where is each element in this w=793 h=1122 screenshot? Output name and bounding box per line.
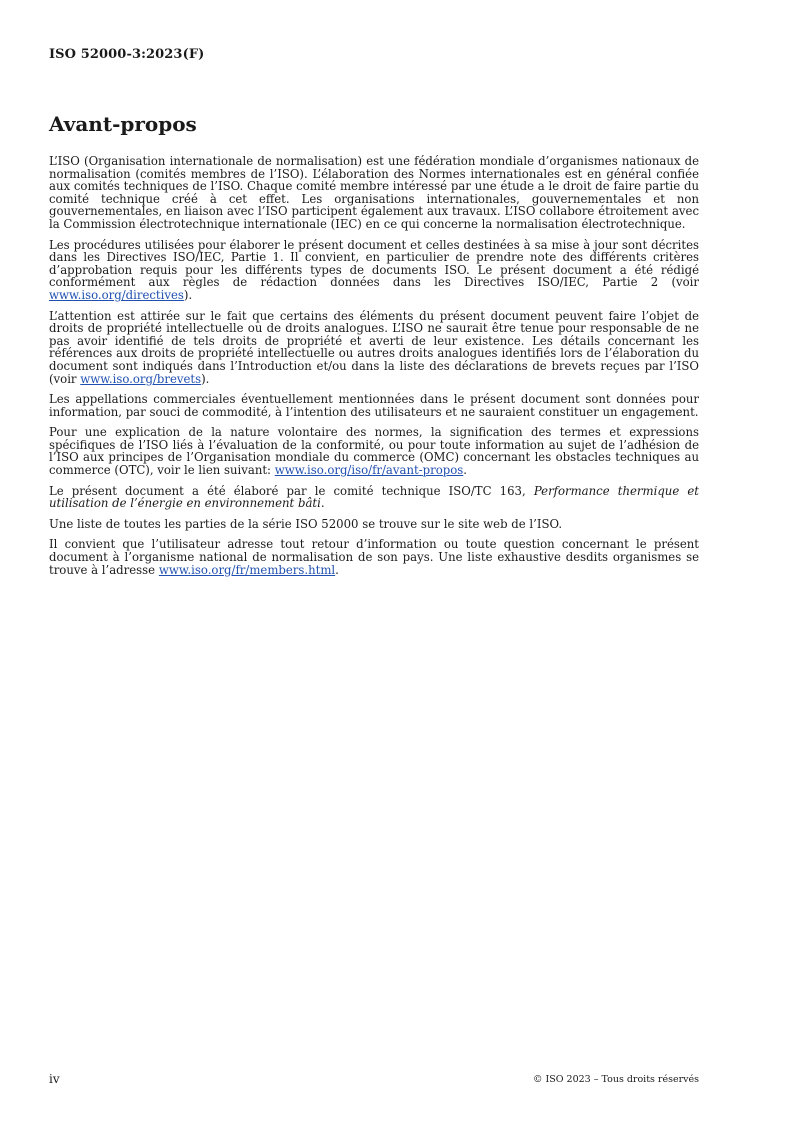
committee-title: Performance thermique et utilisation de l’énergie en environnement bâti — [49, 483, 699, 511]
paragraph-trade-names: Les appellations commerciales éventuellement mentionnées dans le présent document sont données pour information, par souci de commodité, à l’intention des utilisateurs et ne sauraient constituer un engagement. — [49, 392, 699, 419]
paragraph-text: ). — [201, 371, 210, 386]
paragraph-series-list: Une liste de toutes les parties de la série ISO 52000 se trouve sur le site web de l’ISO. — [49, 516, 563, 531]
paragraph-committee — [49, 485, 699, 510]
foreword-body — [49, 155, 699, 584]
copyright-notice: © ISO 2023 – Tous droits réservés — [532, 1074, 699, 1085]
paragraph-text: Les procédures utilisées pour élaborer le présent document et celles destinées à sa mise à jour sont décrites dans les Directives ISO/IEC, Partie 1. Il convient, en particulier de prendre note des différents critères d’approbation requis pour les différents types de documents ISO. Le présent document a été rédigé conformément aux règles de rédaction données dans les Directives ISO/IEC, Partie 2 (voir — [49, 237, 699, 290]
page-number: iv — [49, 1072, 60, 1086]
paragraph-text: Le présent document a été élaboré par le comité technique ISO/TC 163, — [49, 483, 534, 498]
link-brevets[interactable]: www.iso.org/brevets — [80, 371, 202, 386]
page-title: Avant-propos — [49, 112, 197, 136]
paragraph-text: . — [335, 562, 339, 577]
paragraph-patents — [49, 310, 699, 386]
paragraph-feedback — [49, 538, 699, 576]
paragraph-text: Il convient que l’utilisateur adresse tout retour d’information ou toute question concernant le présent document à l’organisme national de normalisation de son pays. Une liste exhaustive desdits organismes se trouve à l’adresse — [49, 537, 699, 577]
paragraph-text: L’attention est attirée sur le fait que certains des éléments du présent document peuvent faire l’objet de droits de propriété intellectuelle ou de droits analogues. L’ISO ne saurait être tenue pour responsable de ne pas avoir identifié de tels droits de propriété et averti de leur existence. Les détails concernant les références aux droits de propriété intellectuelle ou autres droits analogues identifiés lors de l’élaboration du document sont indiqués dans l’Introduction et/ou dans la liste des déclarations de brevets reçues par l’ISO (voir — [49, 308, 699, 386]
paragraph-iso-intro: L’ISO (Organisation internationale de normalisation) est une fédération mondiale d’organismes nationaux de normalisation (comités membres de l’ISO). L’élaboration des Normes internationales est en général confiée aux comités techniques de l’ISO. Chaque comité membre intéressé par une étude a le droit de faire partie du comité technique créé à cet effet. Les organisations internationales, gouvernementales et non gouvernementales, en liaison avec l’ISO participent également aux travaux. L’ISO collabore étroitement avec la Commission électrotechnique internationale (IEC) en ce qui concerne la normalisation électrotechnique. — [49, 154, 699, 231]
document-id: ISO 52000-3:2023(F) — [49, 47, 205, 62]
paragraph-procedures — [49, 239, 699, 302]
link-avant-propos[interactable]: www.iso.org/iso/fr/avant-propos — [274, 463, 464, 478]
paragraph-text: . — [463, 463, 467, 478]
link-directives[interactable]: www.iso.org/directives — [49, 287, 184, 302]
paragraph-text: Pour une explication de la nature volontaire des normes, la signification des termes et expressions spécifiques de l’ISO liés à l’évaluation de la conformité, ou pour toute information au sujet de l’adhésion de l’ISO aux principes de l’Organisation mondiale du commerce (OMC) concernant les obstacles techniques au commerce (OTC), voir le lien suivant: — [49, 425, 699, 478]
paragraph-text: ). — [183, 287, 193, 302]
paragraph-text: . — [320, 496, 325, 511]
paragraph-voluntary-nature — [49, 426, 699, 476]
link-members[interactable]: www.iso.org/fr/members.html — [158, 562, 336, 577]
